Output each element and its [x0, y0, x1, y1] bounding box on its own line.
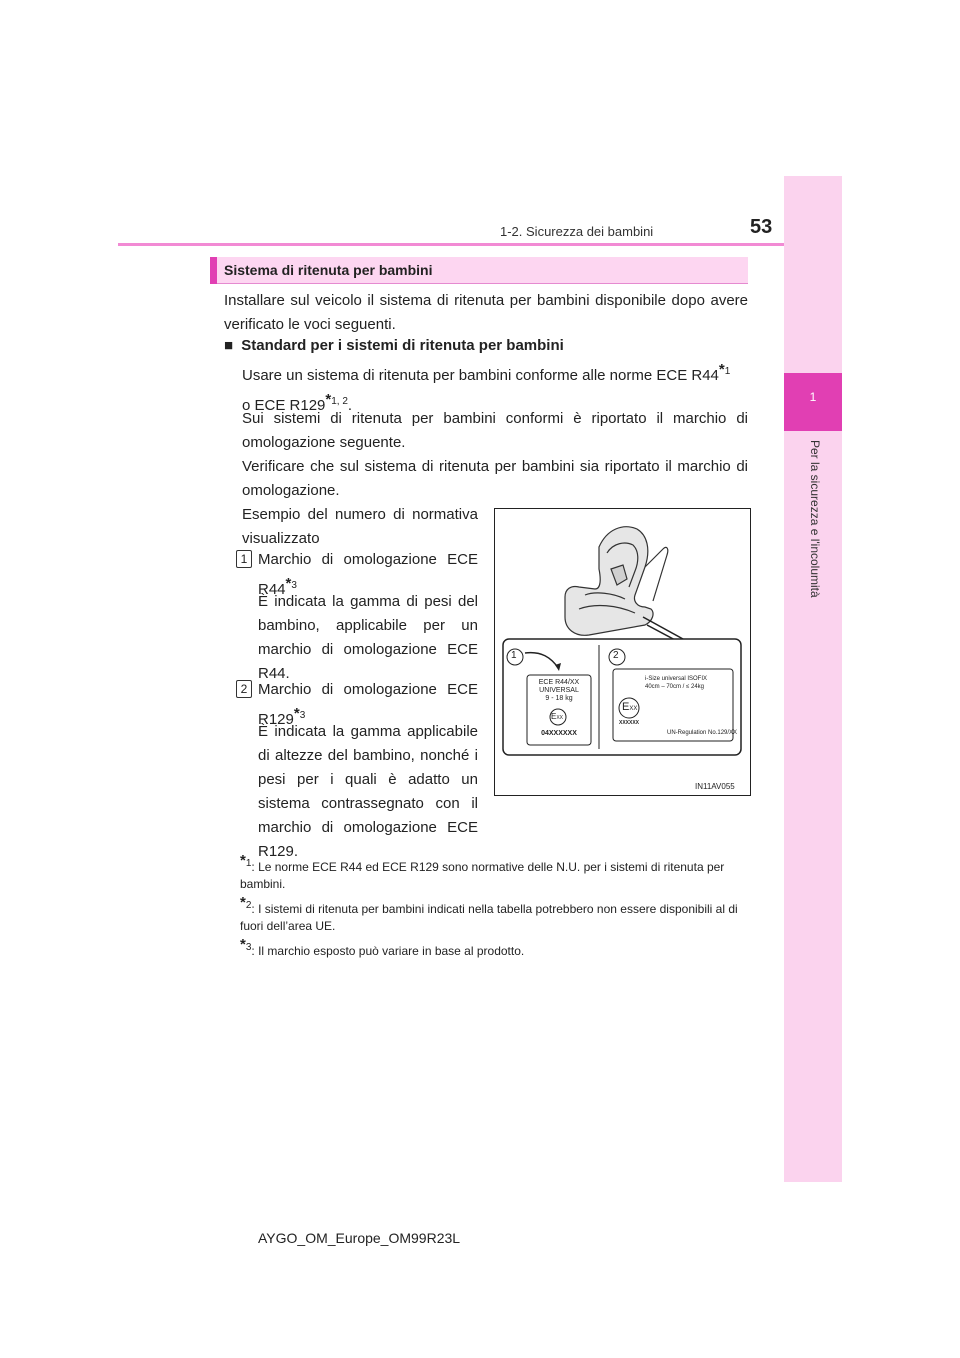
child-seat-illustration [565, 527, 668, 636]
standard-paragraph-part-b: o ECE R129 [242, 397, 326, 414]
label-2-e-mark [622, 701, 637, 713]
example-label: Esempio del numero di normativa visualizzato [242, 506, 478, 547]
footnote-2 [240, 894, 748, 935]
document-id: AYGO_OM_Europe_OM99R23L [258, 1230, 461, 1246]
label-2-line-2: 40cm – 70cm / ≤ 24kg [645, 684, 704, 690]
callout-1: 1 [511, 650, 517, 661]
section-heading-accent [210, 257, 217, 284]
label-1-line-2: UNIVERSAL [539, 687, 579, 694]
label-2-text [645, 675, 707, 691]
label-1-line-3: 9 - 18 kg [545, 695, 573, 702]
footnote-1-mark: 1 [245, 858, 252, 869]
footnote-2-text: : I sistemi di ritenuta per bambini indicati nella tabella potrebbero non essere disponibili al di fuori dell’area UE. [240, 902, 738, 933]
header-rule [118, 243, 784, 246]
label-2-line-1: i-Size universal ISOFIX [645, 676, 708, 682]
verify-paragraph: Verificare che sul sistema di ritenuta per bambini sia riportato il marchio di omologazione. [242, 458, 748, 499]
item-1-title-text: Marchio di omologazione ECE R44 [258, 551, 478, 598]
item-number-1: 1 [236, 550, 252, 568]
label-1-e-sub: XX [556, 715, 564, 721]
chapter-title: Per la sicurezza e l'incolumità [808, 440, 822, 598]
figure-code: IN11AV055 [695, 782, 735, 791]
section-heading: Sistema di ritenuta per bambini [224, 262, 433, 278]
item-number-2: 2 [236, 680, 252, 698]
label-1-e-mark [551, 712, 563, 721]
label-1-code: 04XXXXXX [541, 730, 577, 737]
label-2-e-letter: E [622, 701, 630, 713]
item-2-title-text: Marchio di omologazione ECE R129 [258, 681, 478, 728]
footnote-ref-1-2: 1, 2 [331, 396, 348, 407]
footnote-3 [240, 936, 748, 960]
label-1-e-letter: E [551, 712, 557, 721]
label-2-code: XXXXXX [619, 720, 640, 726]
callout-2: 2 [613, 650, 619, 661]
footnote-ref-1: 1 [724, 366, 731, 377]
label-1-text [527, 679, 591, 703]
footnote-1 [240, 852, 748, 893]
footnote-star: * [718, 361, 725, 378]
label-2-regulation: UN-Regulation No.129/XX [667, 730, 738, 736]
label-1-line-1: ECE R44/XX [538, 679, 580, 686]
footnote-1-text: : Le norme ECE R44 ed ECE R129 sono normative delle N.U. per i sistemi di ritenuta per bambini. [240, 860, 725, 891]
subheading-text: Standard per i sistemi di ritenuta per bambini [241, 337, 564, 354]
footnote-ref-3: 3 [291, 580, 297, 591]
footnote-star: * [240, 936, 246, 953]
footnote-3-text: : Il marchio esposto può variare in base al prodotto. [251, 944, 525, 958]
item-1-description: È indicata la gamma di pesi del bambino, applicabile per un marchio di omologazione ECE R44. [258, 593, 478, 682]
footnote-star: * [293, 705, 300, 722]
approval-mark-figure [494, 508, 751, 796]
label-2-e-sub: XX [629, 706, 638, 712]
footnote-star: * [325, 391, 332, 408]
running-header-title: 1-2. Sicurezza dei bambini [500, 224, 654, 239]
footnote-ref-3: 3 [299, 710, 306, 721]
footnote-3-mark: 3 [245, 942, 252, 953]
chapter-number: 1 [809, 390, 817, 404]
footnote-star: * [240, 852, 246, 869]
item-2-description: È indicata la gamma applicabile di altezze del bambino, nonché i pesi per i quali è adatto un sistema contrassegnato con il marchio di omologazione ECE R129. [258, 723, 478, 860]
page-number: 53 [750, 216, 773, 238]
subheading [224, 334, 748, 358]
intro-paragraph: Installare sul veicolo il sistema di ritenuta per bambini disponibile dopo avere verificato le voci seguenti. [224, 292, 748, 333]
footnote-star: * [240, 894, 246, 911]
standard-paragraph-part-a: Usare un sistema di ritenuta per bambini conforme alle norme ECE R44 [242, 367, 719, 384]
footnote-star: * [285, 575, 292, 592]
mark-paragraph: Sui sistemi di ritenuta per bambini conformi è riportato il marchio di omologazione seguente. [242, 410, 748, 451]
subheading-bullet: ■ [224, 337, 234, 354]
chapter-side-strip [784, 176, 842, 1182]
standard-paragraph-end: . [347, 397, 353, 414]
footnote-2-mark: 2 [245, 900, 252, 911]
